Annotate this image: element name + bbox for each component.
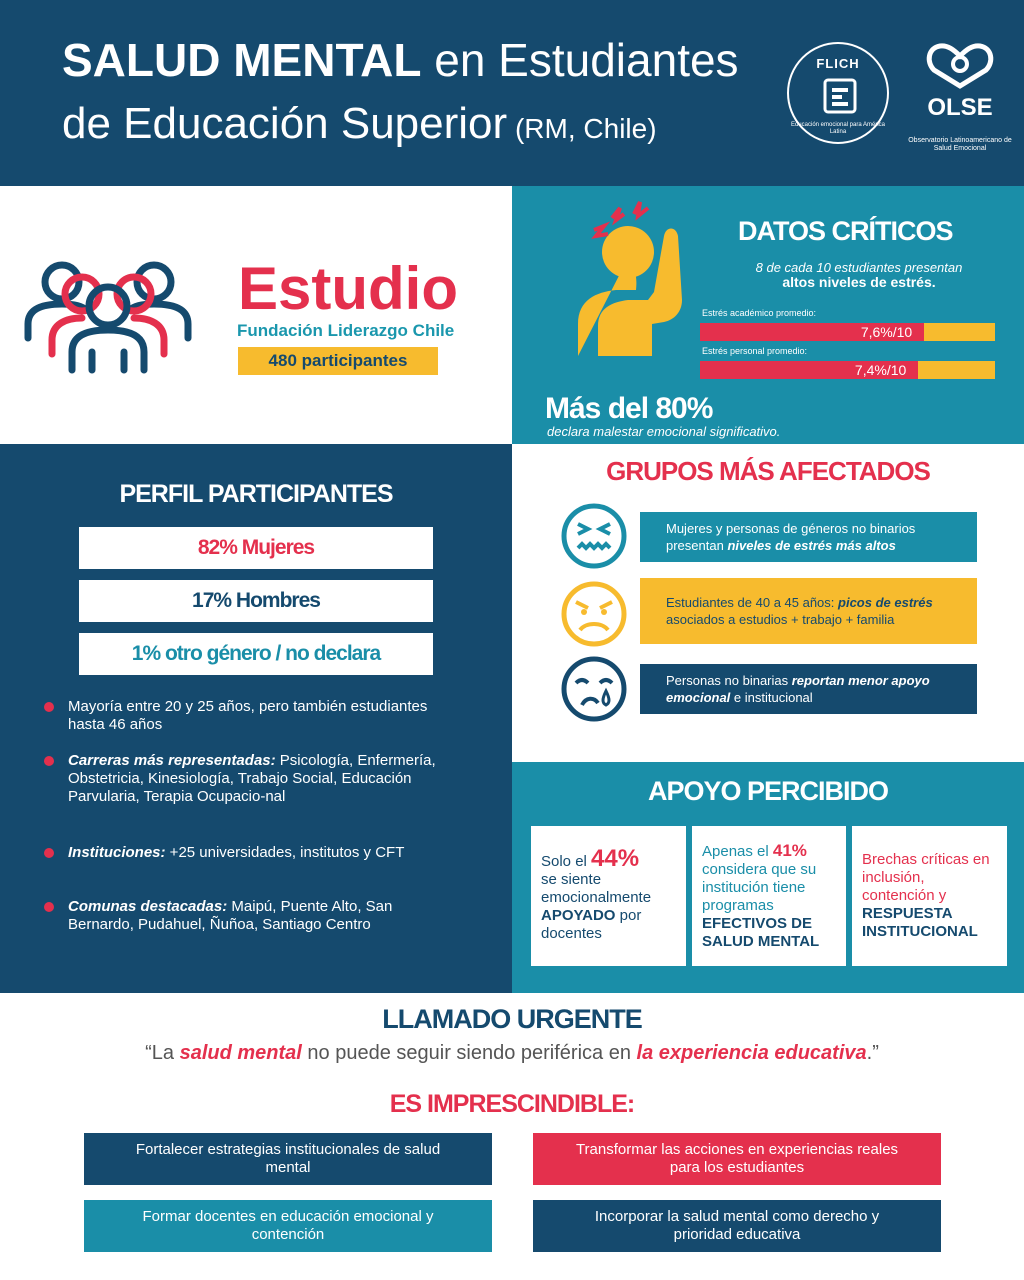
- personal-stress-fill: 7,4%/10: [700, 361, 918, 379]
- perfil-mujeres: 82% Mujeres: [79, 527, 433, 569]
- llamado-quote: “La salud mental no puede seguir siendo periférica en la experiencia educativa.”: [145, 1042, 879, 1064]
- flich-emblem-icon: [823, 76, 857, 116]
- personal-stress-bar: [700, 361, 995, 379]
- mas-del-80-headline: Más del 80%: [545, 392, 713, 425]
- datos-criticos-title: DATOS CRÍTICOS: [738, 216, 953, 246]
- people-group-icon: [22, 258, 194, 374]
- academic-stress-bar: [700, 323, 995, 341]
- sad-crying-face-icon: [560, 655, 628, 723]
- participants-badge: 480 participantes: [238, 347, 438, 375]
- mas-del-80-subtitle: declara malestar emocional significativo.: [547, 424, 781, 439]
- estudio-organization: Fundación Liderazgo Chile: [237, 321, 455, 340]
- action-card-formar: Formar docentes en educación emocional y contención: [84, 1200, 492, 1252]
- datos-subtitle-2: altos niveles de estrés.: [782, 274, 936, 290]
- bullet-dot-icon: [44, 902, 54, 912]
- grupo-item: Estudiantes de 40 a 45 años: picos de estrés asociados a estudios + trabajo + familia: [640, 578, 977, 644]
- apoyo-card-programas: Apenas el 41% considera que su institución tiene programas EFECTIVOS DE SALUD MENTAL: [692, 826, 846, 966]
- perfil-hombres: 17% Hombres: [79, 580, 433, 622]
- bullet-dot-icon: [44, 702, 54, 712]
- perfil-bullet: Instituciones: +25 universidades, institutos y CFT: [44, 844, 444, 862]
- action-card-fortalecer: Fortalecer estrategias institucionales de salud mental: [84, 1133, 492, 1185]
- perfil-otro-genero: 1% otro género / no declara: [79, 633, 433, 675]
- olse-heart-icon: [924, 40, 996, 90]
- grupo-item: Mujeres y personas de géneros no binarios presentan niveles de estrés más altos: [640, 512, 977, 562]
- perfil-title: PERFIL PARTICIPANTES: [119, 480, 393, 508]
- action-card-incorporar: Incorporar la salud mental como derecho y prioridad educativa: [533, 1200, 941, 1252]
- bullet-dot-icon: [44, 848, 54, 858]
- academic-stress-fill: 7,6%/10: [700, 323, 924, 341]
- datos-subtitle-1: 8 de cada 10 estudiantes presentan: [755, 260, 963, 275]
- angry-face-icon: [560, 580, 628, 648]
- academic-stress-label: Estrés académico promedio:: [702, 308, 817, 318]
- bullet-dot-icon: [44, 756, 54, 766]
- grupo-item: Personas no binarias reportan menor apoyo emocional e institucional: [640, 664, 977, 714]
- olse-logo: OLSE Observatorio Latinoamericano de Salud Emocional: [902, 40, 1018, 160]
- perfil-bullet: Carreras más representadas: Psicología, Enfermería, Obstetricia, Kinesiología, Trabajo Social, Educación Parvularia, Terapia Ocupacio-nal: [44, 752, 444, 806]
- apoyo-title: APOYO PERCIBIDO: [647, 776, 889, 806]
- apoyo-card-brechas: Brechas críticas en inclusión, contención y RESPUESTA INSTITUCIONAL: [852, 826, 1007, 966]
- personal-stress-label: Estrés personal promedio:: [702, 346, 808, 356]
- apoyo-card-docentes: Solo el 44% se siente emocionalmente APOYADO por docentes: [531, 826, 686, 966]
- imprescindible-title: ES IMPRESCINDIBLE:: [389, 1090, 635, 1118]
- stressed-face-icon: [560, 502, 628, 570]
- estudio-title: Estudio: [238, 255, 458, 322]
- grupos-title: GRUPOS MÁS AFECTADOS: [606, 456, 930, 486]
- title-line-1: SALUD MENTAL en Estudiantes: [62, 34, 739, 86]
- perfil-bullet: Mayoría entre 20 y 25 años, pero también estudiantes hasta 46 años: [44, 698, 444, 734]
- stressed-person-icon: [568, 200, 698, 360]
- flich-logo: FLICH Educación emocional para América Latina: [787, 42, 889, 144]
- perfil-bullet: Comunas destacadas: Maipú, Puente Alto, San Bernardo, Pudahuel, Ñuñoa, Santiago Centro: [44, 898, 444, 934]
- action-card-transformar: Transformar las acciones en experiencias reales para los estudiantes: [533, 1133, 941, 1185]
- llamado-urgente-title: LLAMADO URGENTE: [382, 1004, 642, 1034]
- title-line-2: de Educación Superior (RM, Chile): [62, 99, 657, 148]
